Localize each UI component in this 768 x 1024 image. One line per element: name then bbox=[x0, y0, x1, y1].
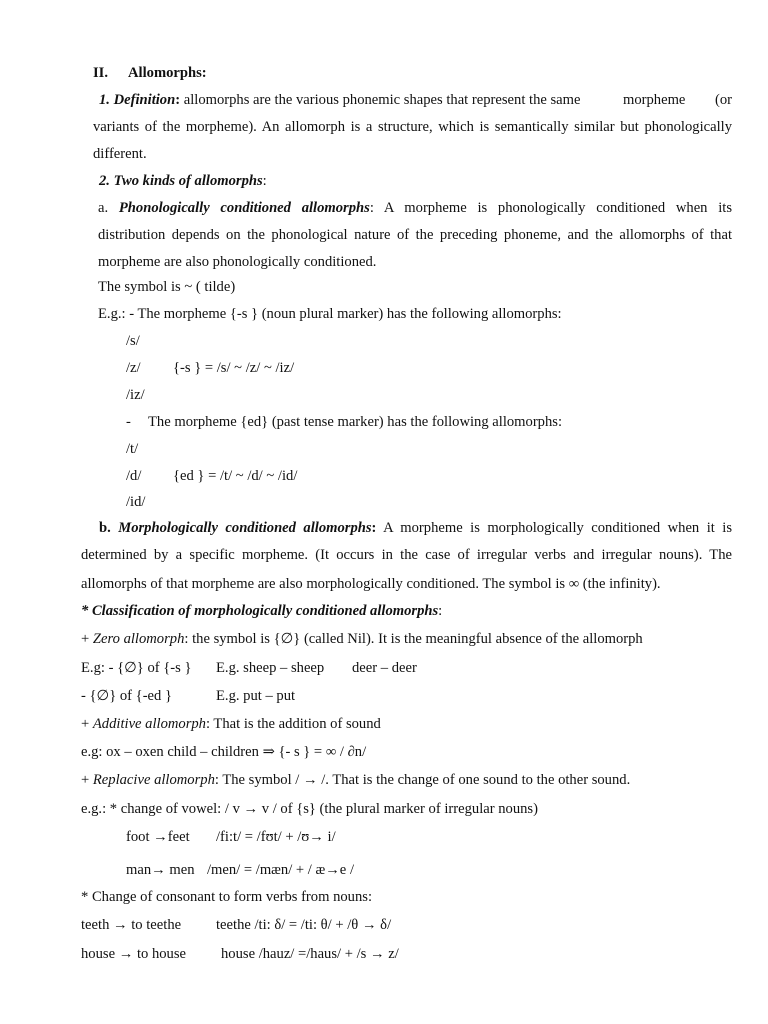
section-heading bbox=[93, 64, 207, 82]
allomorph-s: /s/ bbox=[126, 333, 140, 349]
definition-line-1: 1. Definition: allomorphs are the various phonemic shapes that represent the same morpheme (or bbox=[99, 92, 732, 108]
zero-example-1a: E.g: - {∅} of {-s } bbox=[81, 660, 192, 676]
additive-allomorph-label: Additive allomorph bbox=[92, 716, 206, 732]
definition-label: 1. Definition bbox=[99, 92, 176, 108]
replacive-example: e.g.: * change of vowel: / v → v / of {s} (the plural marker of irregular nouns) bbox=[81, 801, 538, 817]
allomorph-z: /z/ bbox=[126, 360, 141, 376]
classification-heading: * Classification of morphologically conditioned allomorphs: bbox=[81, 603, 443, 619]
man-example-b: /men/ = /mæn/ + / æ→e / bbox=[207, 862, 354, 878]
phon-label: Phonologically conditioned allomorphs bbox=[118, 200, 370, 216]
definition-line-2: variants of the morpheme). An allomorph is a structure, which is semantically similar but phonologically bbox=[93, 119, 732, 135]
kinds-heading: 2. Two kinds of allomorphs: bbox=[99, 173, 267, 189]
foot-example-a: foot →feet bbox=[126, 829, 190, 845]
section-number: II. bbox=[93, 65, 109, 81]
phon-example-2: The morpheme {ed} (past tense marker) has the following allomorphs: bbox=[148, 414, 563, 430]
morph-line-3: allomorphs of that morpheme are also morphologically conditioned. The symbol is ∞ (the infinity). bbox=[81, 576, 661, 592]
teeth-example-a: teeth → to teethe bbox=[81, 917, 182, 933]
section-title: Allomorphs: bbox=[128, 65, 207, 81]
consonant-change-heading: * Change of consonant to form verbs from nouns: bbox=[81, 889, 373, 905]
teeth-example-b: teethe /ti: δ/ = /ti: θ/ + /θ → δ/ bbox=[216, 917, 392, 933]
phon-symbol: The symbol is ~ ( tilde) bbox=[98, 279, 236, 295]
allomorph-iz: /iz/ bbox=[126, 387, 145, 403]
zero-example-1c: deer – deer bbox=[352, 660, 417, 676]
phon-line-3: morpheme are also phonologically conditioned. bbox=[98, 254, 377, 270]
allomorph-d: /d/ bbox=[126, 468, 142, 484]
allomorph-id: /id/ bbox=[126, 494, 146, 510]
allomorph-t: /t/ bbox=[126, 441, 139, 457]
zero-allomorph-line: + Zero allomorph: the symbol is {∅} (called Nil). It is the meaningful absence of the allomorph bbox=[81, 631, 643, 647]
replacive-allomorph-label: Replacive allomorph bbox=[92, 772, 215, 788]
zero-example-2a: - {∅} of {-ed } bbox=[81, 688, 172, 704]
man-example-a: man→ men bbox=[126, 862, 195, 878]
phon-line-1: a. Phonologically conditioned allomorphs: A morpheme is phonologically conditioned when its bbox=[98, 200, 732, 216]
past-dash: - bbox=[126, 414, 131, 430]
house-example-b: house /hauz/ =/haus/ + /s → z/ bbox=[221, 946, 399, 962]
morph-label: Morphologically conditioned allomorphs bbox=[118, 520, 372, 536]
morph-line-2: determined by a specific morpheme. (It occurs in the case of irregular verbs and irregular nouns). The bbox=[81, 547, 732, 563]
phon-example-1: E.g.: - The morpheme {-s } (noun plural marker) has the following allomorphs: bbox=[98, 306, 562, 322]
zero-example-2b: E.g. put – put bbox=[216, 688, 296, 704]
foot-example-b: /fi:t/ = /fʊt/ + /ʊ→ i/ bbox=[216, 829, 336, 845]
definition-line-3: different. bbox=[93, 146, 147, 162]
zero-example-1b: E.g. sheep – sheep bbox=[216, 660, 325, 676]
phon-line-2: distribution depends on the phonological nature of the preceding phoneme, and the allomorphs of that bbox=[98, 227, 732, 243]
morph-line-1: b. Morphologically conditioned allomorphs: A morpheme is morphologically conditioned when it is bbox=[99, 520, 732, 536]
replacive-allomorph-line: + Replacive allomorph: The symbol / → /. That is the change of one sound to the other sound. bbox=[81, 772, 631, 788]
additive-example: e.g: ox – oxen child – children ⇒ {- s } = ∞ / ∂n/ bbox=[81, 744, 367, 760]
house-example-a: house → to house bbox=[81, 946, 186, 962]
plural-formula: {-s } = /s/ ~ /z/ ~ /iz/ bbox=[173, 360, 295, 376]
additive-allomorph-line: + Additive allomorph: That is the addition of sound bbox=[81, 716, 381, 732]
zero-allomorph-label: Zero allomorph bbox=[92, 631, 185, 647]
past-formula: {ed } = /t/ ~ /d/ ~ /id/ bbox=[173, 468, 298, 484]
